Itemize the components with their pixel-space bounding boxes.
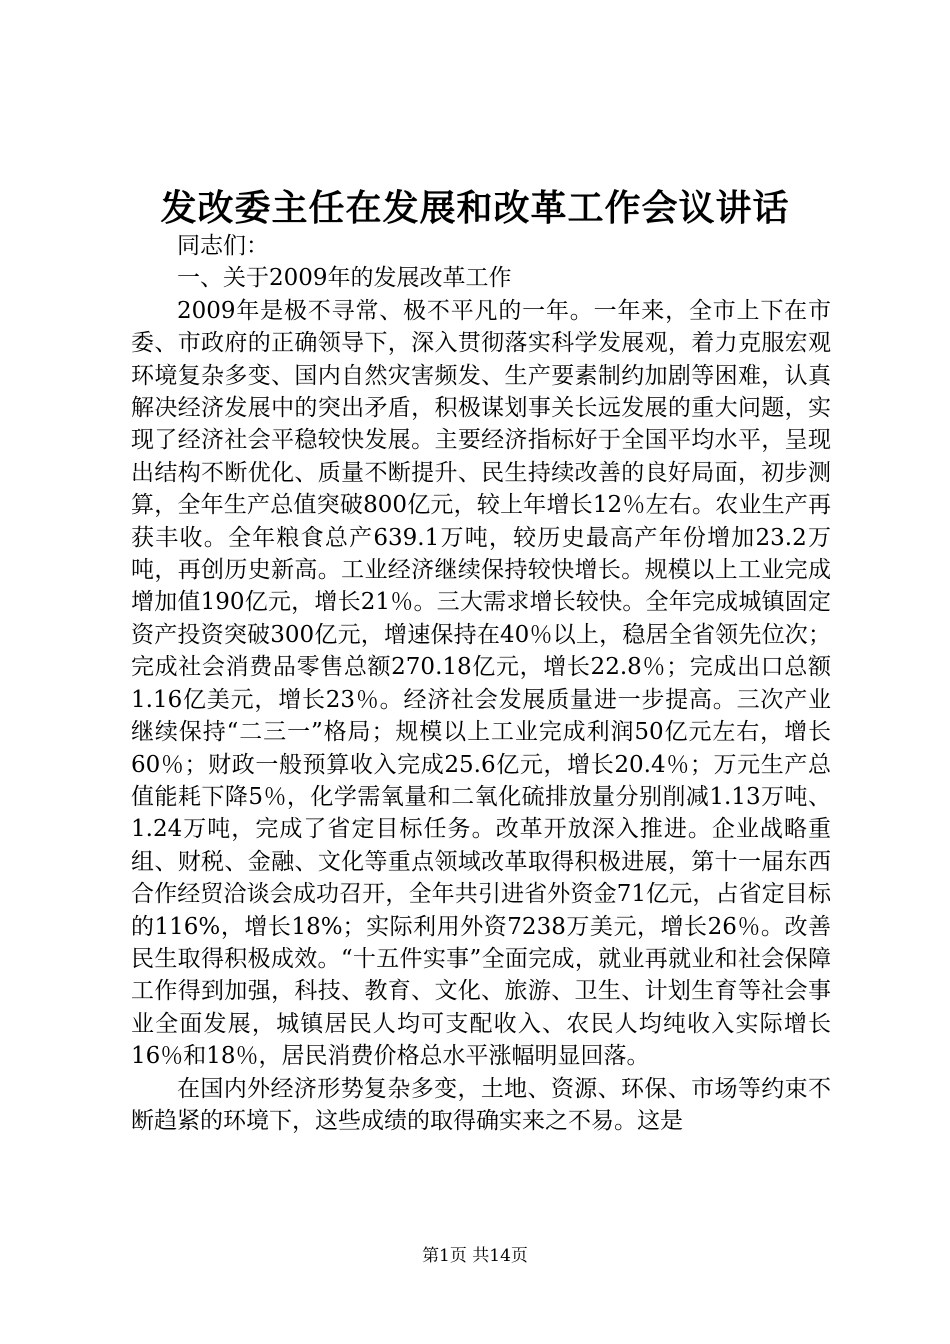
section-heading: 一、关于2009年的发展改革工作 <box>177 265 512 292</box>
salutation: 同志们： <box>177 233 269 259</box>
body-paragraph: 2009年是极不寻常、极不平凡的一年。一年来，全市上下在市委、市政府的正确领导下，深入贯彻落实科学发展观，着力克服宏观环境复杂多变、国内自然灾害频发、生产要素制约加剧等困难，认真解决经济发展中的突出矛盾，积极谋划事关长远发展的重大问题，实现了经济社会平稳较快发展。主要经济指标好于全国平均水平，呈现出结构不断优化、质量不断提升、民生持续改善的良好局面，初步测算，全年生产总值突破800亿元，较上年增长12％左右。农业生产再获丰收。全年粮食总产639.1万吨，较历史最高产年份增加23.2万吨，再创历史新高。工业经济继续保持较快增长。规模以上工业完成增加值190亿元，增长21％。三大需求增长较快。全年完成城镇固定资产投资突破300亿元，增速保持在40％以上，稳居全省领先位次；完成社会消费品零售总额270.18亿元，增长22.8％；完成出口总额1.16亿美元，增长23％。经济社会发展质量进一步提高。三次产业继续保持“二三一”格局；规模以上工业完成利润50亿元左右，增长60％；财政一般预算收入完成25.6亿元，增长20.4％；万元生产总值能耗下降5％，化学需氧量和二氧化硫排放量分别削减1.13万吨、1.24万吨，完成了省定目标任务。改革开放深入推进。企业战略重组、财税、金融、文化等重点领域改革取得积极进展，第十一届东西合作经贸洽谈会成功召开，全年共引进省外资金71亿元，占省定目标的116%，增长18%；实际利用外资7238万美元，增长26％。改善民生取得积极成效。“十五件实事”全面完成，就业再就业和社会保障工作得到加强，科技、教育、文化、旅游、卫生、计划生育等社会事业全面发展，城镇居民人均可支配收入、农民人均纯收入实际增长16％和18％，居民消费价格总水平涨幅明显回落。 <box>131 297 831 1070</box>
body-paragraph: 在国内外经济形势复杂多变，土地、资源、环保、市场等约束不断趋紧的环境下，这些成绩的取得确实来之不易。这是 <box>131 1075 831 1134</box>
page-number-footer: 第1页 共14页 <box>422 1246 528 1266</box>
document-title: 发改委主任在发展和改革工作会议讲话 <box>160 187 790 229</box>
document-body <box>131 230 831 1137</box>
